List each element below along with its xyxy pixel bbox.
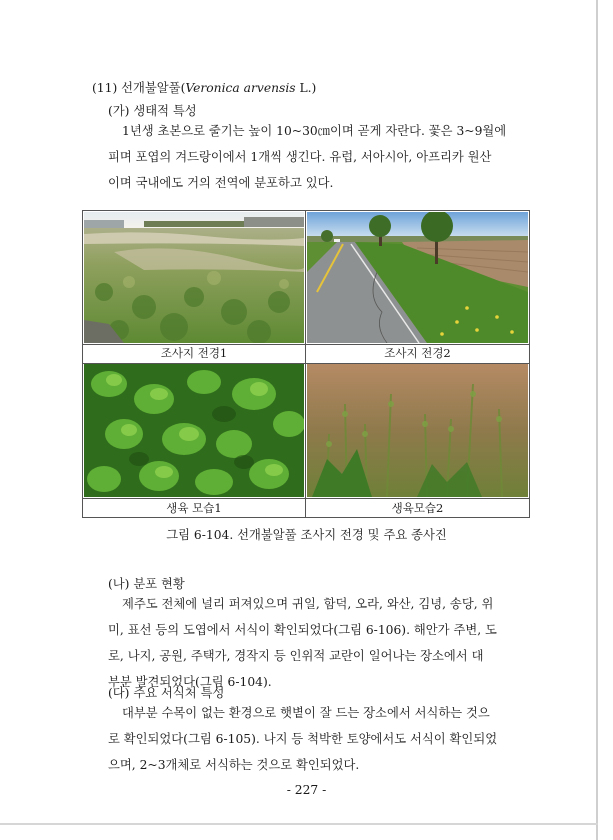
- distribution-line-4: 부분 발견되었다(그림 6-104).: [108, 675, 272, 689]
- caption-growth-2: 생육모습2: [391, 501, 444, 515]
- caption-site-view-2: 조사지 전경2: [384, 346, 451, 360]
- section-habitat-body: [108, 700, 532, 778]
- figure-caption: 그림 6-104. 선개불알풀 조사지 전경 및 주요 종사진: [166, 528, 447, 542]
- ecology-line-1: 1년생 초본으로 줄기는 높이 10~30㎝이며 곧게 자란다. 꽃은 3~9월에: [122, 124, 507, 138]
- habitat-line-1: 대부분 수목이 없는 환경으로 햇볕이 잘 드는 장소에서 서식하는 것으: [122, 706, 490, 720]
- distribution-line-2: 미, 표선 등의 도엽에서 서식이 확인되었다(그림 6-106). 해안가 주변, 도: [108, 623, 497, 637]
- caption-site-view-1: 조사지 전경1: [160, 346, 228, 360]
- species-scientific-name: Veronica arvensis: [185, 81, 296, 95]
- section-ecology-title: (가) 생태적 특성: [108, 104, 197, 118]
- section-distribution-title: (나) 분포 현황: [108, 577, 185, 591]
- photo-figure-table: [82, 210, 530, 518]
- ecology-line-2: 피며 포엽의 겨드랑이에서 1개씩 생긴다. 유럽, 서아시아, 아프리카 원산: [108, 150, 492, 164]
- species-author: L.): [295, 81, 317, 95]
- habitat-line-3: 으며, 2~3개체로 서식하는 것으로 확인되었다.: [108, 758, 360, 772]
- species-number: (11): [92, 81, 118, 95]
- distribution-line-3: 로, 나지, 공원, 주택가, 경작지 등 인위적 교란이 일어나는 장소에서 대: [108, 649, 484, 663]
- section-habitat-title: (다) 주요 서식처 특성: [108, 686, 225, 700]
- photo-growth-2: [307, 364, 528, 497]
- page-edge-bottom: [0, 823, 598, 825]
- species-heading: [92, 80, 316, 96]
- page-number: - 227 -: [286, 783, 327, 797]
- photo-site-view-2: [307, 212, 528, 343]
- section-distribution-body: [108, 591, 532, 695]
- table-divider-vertical: [305, 211, 306, 517]
- photo-site-view-1: [84, 212, 304, 343]
- habitat-line-2: 로 확인되었다(그림 6-105). 나지 등 척박한 토양에서도 서식이 확인되었: [108, 732, 498, 746]
- caption-growth-1: 생육 모습1: [166, 501, 222, 515]
- ecology-line-3: 이며 국내에도 거의 전역에 분포하고 있다.: [108, 176, 334, 190]
- species-korean-name: 선개불알풀(: [121, 81, 186, 95]
- table-divider-h3: [83, 498, 529, 499]
- page-edge-right: [596, 0, 598, 840]
- distribution-line-1: 제주도 전체에 널리 퍼져있으며 귀일, 함덕, 오라, 와산, 김녕, 송당, 위: [122, 597, 494, 611]
- section-ecology-body: [108, 118, 532, 196]
- photo-growth-1: [84, 364, 304, 497]
